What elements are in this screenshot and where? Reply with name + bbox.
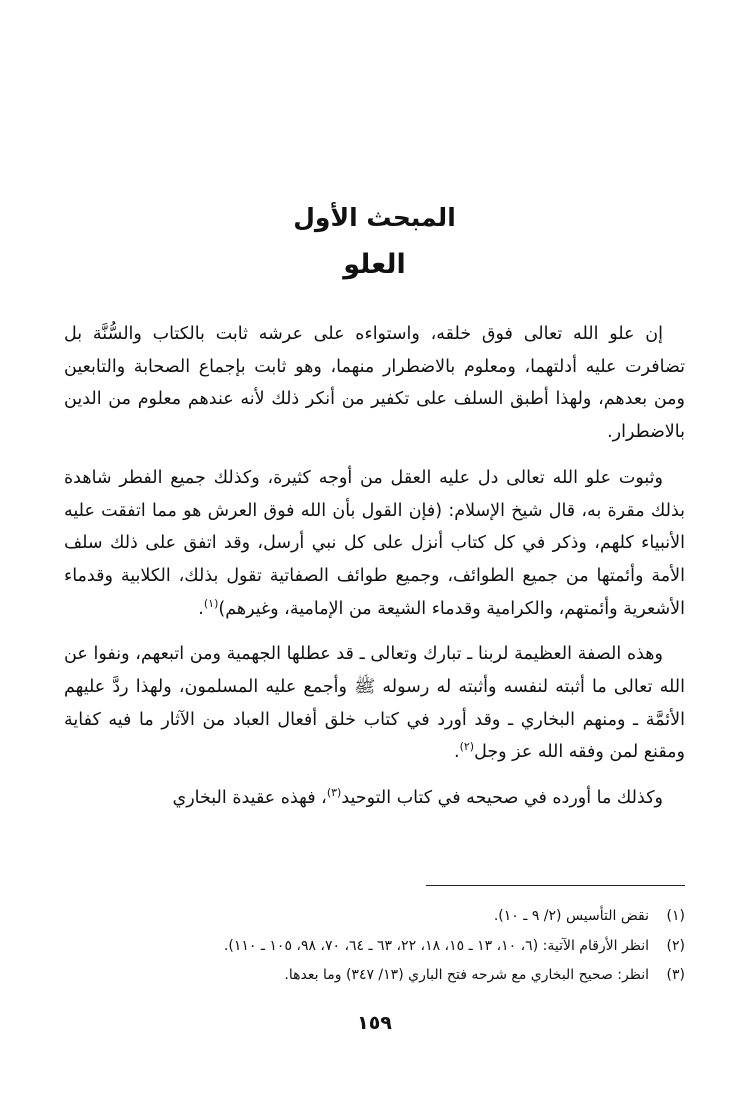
- paragraph-2-end: .: [198, 598, 204, 619]
- footnote-1: [64, 902, 685, 932]
- footnote-3: [64, 961, 685, 991]
- paragraph-4-text: وكذلك ما أورده في صحيحه في كتاب التوحيد: [341, 788, 663, 809]
- footnote-ref-3[interactable]: (٣): [326, 786, 342, 800]
- footnote-2-number: (٢): [666, 937, 685, 954]
- paragraph-3-text: وهذه الصفة العظيمة لربنا ـ تبارك وتعالى ـ قد عطلها الجهمية ومن اتبعهم، ونفوا عن الله تعالى ما أثبته لنفسه وأثبته له رسوله ﷺ وأجمع عليه المسلمون، ولهذا ردَّ عليهم الأئمَّة ـ ومنهم البخاري ـ وقد أورد في كتاب خلق أفعال العباد من الآثار ما فيه كفاية ومقنع لمن وفقه الله عز وجل: [64, 644, 685, 763]
- footnote-3-number: (٣): [666, 967, 685, 983]
- paragraph-3-end: .: [454, 742, 460, 763]
- footnote-ref-1[interactable]: (١): [203, 596, 219, 610]
- paragraph-2-text: وثبوت علو الله تعالى دل عليه العقل من أوجه كثيرة، وكذلك جميع الفطر شاهدة بذلك مقرة به، قال شيخ الإسلام: (فإن القول بأن الله فوق العرش هو مما اتفقت عليه الأنبياء كلهم، وذكر في كل كتاب أنزل على كل نبي أرسل، وقد اتفق على ذلك سلف الأمة وأئمتها من جميع الطوائف، وجميع طوائف الصفاتية تقول بذلك، الكلابية وقدماء الأشعرية وأئمتهم، والكرامية وقدماء الشيعة من الإمامية، وغيرهم): [64, 467, 685, 619]
- paragraph-1: [64, 318, 685, 449]
- section-title: المبحث الأول: [293, 203, 456, 232]
- page-number: ١٥٩: [357, 1012, 392, 1034]
- footnote-3-text: انظر: صحيح البخاري مع شرحه فتح الباري (١٣/ ٣٤٧) وما بعدها.: [284, 967, 649, 983]
- paragraph-3: [64, 638, 685, 769]
- paragraph-2: [64, 462, 685, 626]
- main-text: [64, 318, 685, 828]
- paragraph-4-end: ، فهذه عقيدة البخاري: [172, 788, 327, 809]
- section-subtitle: العلو: [343, 249, 406, 280]
- footnote-ref-2[interactable]: (٢): [459, 740, 475, 754]
- footnote-2-text: انظر الأرقام الآتية: (٦، ١٠، ١٣ ـ ١٥، ١٨، ٢٢، ٦٣ ـ ٦٤، ٧٠، ٩٨، ١٠٥ ـ ١١٠).: [223, 937, 649, 954]
- paragraph-4: [64, 782, 685, 815]
- footnote-1-text: نقض التأسيس (٢/ ٩ ـ ١٠).: [493, 908, 649, 924]
- footnotes: [64, 902, 685, 991]
- footnote-1-number: (١): [666, 908, 685, 924]
- paragraph-1-text: إن علو الله تعالى فوق خلقه، واستواءه على عرشه ثابت بالكتاب والسُّنَّة بل تضافرت عليه أدلتهما، ومعلوم بالاضطرار منهما، وهو ثابت بإجماع الصحابة والتابعين ومن بعدهم، ولهذا أطبق السلف على تكفير من أنكر ذلك لأنه عندهم معلوم من الدين بالاضطرار.: [64, 324, 685, 443]
- footnote-2: [64, 932, 685, 962]
- footnote-divider: [426, 885, 685, 886]
